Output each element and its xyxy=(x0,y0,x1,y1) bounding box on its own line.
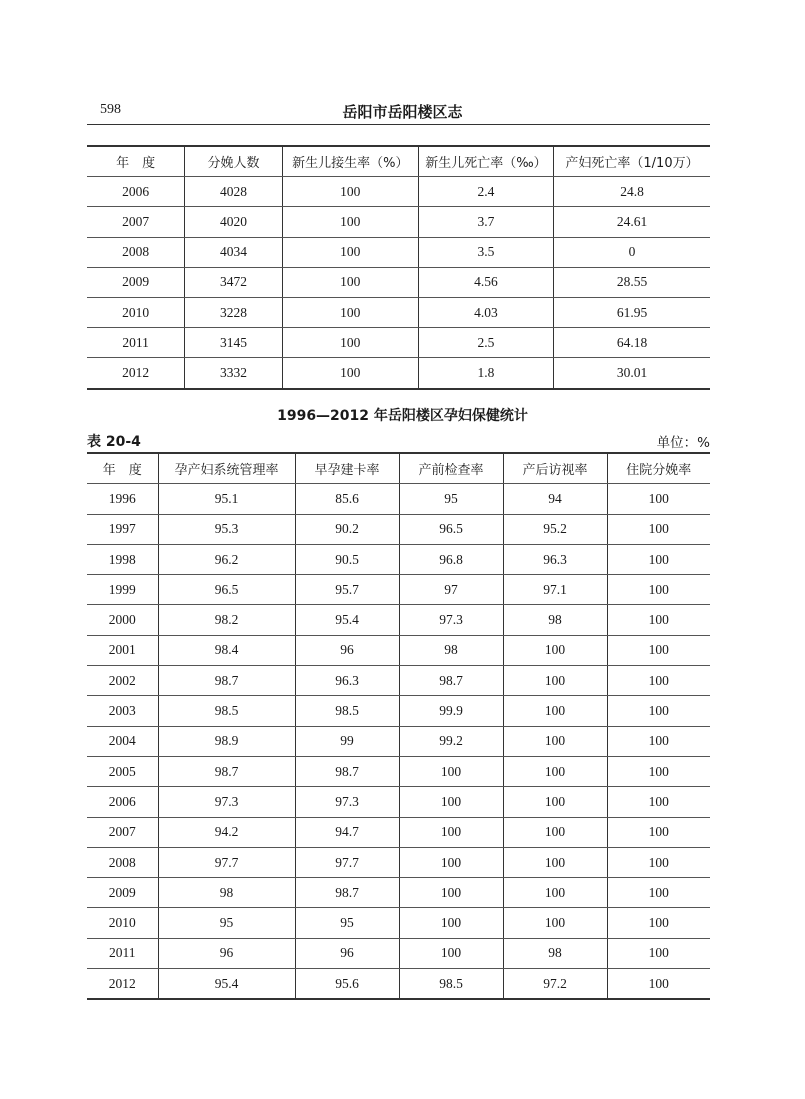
value-cell: 94 xyxy=(503,484,607,514)
year-cell: 2010 xyxy=(87,908,158,938)
value-cell: 28.55 xyxy=(554,267,711,297)
value-cell: 4.03 xyxy=(418,297,553,327)
year-cell: 1997 xyxy=(87,514,158,544)
table-number: 表 20-4 xyxy=(87,434,141,450)
value-cell: 90.5 xyxy=(295,544,399,574)
value-cell: 64.18 xyxy=(554,328,711,358)
year-cell: 2006 xyxy=(87,177,185,207)
value-cell: 98.7 xyxy=(399,666,503,696)
value-cell: 100 xyxy=(503,847,607,877)
year-cell: 2008 xyxy=(87,237,185,267)
value-cell: 100 xyxy=(607,908,710,938)
value-cell: 96.5 xyxy=(399,514,503,544)
table-row xyxy=(87,908,710,938)
value-cell: 100 xyxy=(607,666,710,696)
value-cell: 100 xyxy=(282,328,418,358)
value-cell: 95 xyxy=(295,908,399,938)
value-cell: 98.4 xyxy=(158,635,295,665)
value-cell: 98.7 xyxy=(158,756,295,786)
value-cell: 100 xyxy=(607,878,710,908)
value-cell: 100 xyxy=(282,207,418,237)
value-cell: 3145 xyxy=(185,328,282,358)
table-row xyxy=(87,484,710,514)
year-cell: 2000 xyxy=(87,605,158,635)
value-cell: 2.5 xyxy=(418,328,553,358)
table-row xyxy=(87,514,710,544)
value-cell: 97.2 xyxy=(503,969,607,1000)
page-number: 598 xyxy=(100,102,121,117)
column-header: 产后访视率 xyxy=(503,453,607,484)
table-row xyxy=(87,726,710,756)
value-cell: 100 xyxy=(607,847,710,877)
year-cell: 2008 xyxy=(87,847,158,877)
value-cell: 100 xyxy=(399,817,503,847)
value-cell: 95.4 xyxy=(158,969,295,1000)
value-cell: 96.3 xyxy=(295,666,399,696)
column-header: 新生儿接生率（%） xyxy=(282,146,418,177)
value-cell: 3.7 xyxy=(418,207,553,237)
year-cell: 2006 xyxy=(87,787,158,817)
value-cell: 100 xyxy=(607,756,710,786)
column-header: 分娩人数 xyxy=(185,146,282,177)
value-cell: 100 xyxy=(607,605,710,635)
value-cell: 99 xyxy=(295,726,399,756)
value-cell: 98 xyxy=(503,605,607,635)
table-row xyxy=(87,328,710,358)
value-cell: 90.2 xyxy=(295,514,399,544)
column-header: 年 度 xyxy=(87,453,158,484)
year-cell: 1996 xyxy=(87,484,158,514)
value-cell: 95.2 xyxy=(503,514,607,544)
year-cell: 1998 xyxy=(87,544,158,574)
column-header: 新生儿死亡率（‰） xyxy=(418,146,553,177)
value-cell: 1.8 xyxy=(418,358,553,389)
year-cell: 2002 xyxy=(87,666,158,696)
value-cell: 100 xyxy=(607,817,710,847)
value-cell: 96.8 xyxy=(399,544,503,574)
value-cell: 95.3 xyxy=(158,514,295,544)
value-cell: 100 xyxy=(607,635,710,665)
value-cell: 96.5 xyxy=(158,575,295,605)
year-cell: 2001 xyxy=(87,635,158,665)
year-cell: 2011 xyxy=(87,938,158,968)
running-title: 岳阳市岳阳楼区志 xyxy=(342,103,463,121)
value-cell: 96 xyxy=(295,938,399,968)
value-cell: 94.2 xyxy=(158,817,295,847)
table-row xyxy=(87,207,710,237)
table-row xyxy=(87,938,710,968)
value-cell: 24.8 xyxy=(554,177,711,207)
table-header-row xyxy=(87,453,710,484)
year-cell: 2009 xyxy=(87,267,185,297)
column-header: 年 度 xyxy=(87,146,185,177)
value-cell: 100 xyxy=(282,297,418,327)
year-cell: 2012 xyxy=(87,358,185,389)
value-cell: 97.3 xyxy=(399,605,503,635)
table-row xyxy=(87,605,710,635)
table-header-row xyxy=(87,146,710,177)
value-cell: 100 xyxy=(399,847,503,877)
value-cell: 100 xyxy=(503,908,607,938)
maternal-health-table xyxy=(87,452,710,1000)
table-row xyxy=(87,544,710,574)
value-cell: 100 xyxy=(503,817,607,847)
value-cell: 100 xyxy=(607,514,710,544)
year-cell: 2012 xyxy=(87,969,158,1000)
value-cell: 97 xyxy=(399,575,503,605)
value-cell: 98 xyxy=(503,938,607,968)
value-cell: 97.7 xyxy=(295,847,399,877)
delivery-statistics-table xyxy=(87,145,710,390)
value-cell: 100 xyxy=(399,787,503,817)
value-cell: 95.1 xyxy=(158,484,295,514)
value-cell: 100 xyxy=(282,267,418,297)
table-row xyxy=(87,787,710,817)
value-cell: 95.4 xyxy=(295,605,399,635)
value-cell: 98.5 xyxy=(295,696,399,726)
value-cell: 100 xyxy=(399,878,503,908)
value-cell: 4034 xyxy=(185,237,282,267)
column-header: 早孕建卡率 xyxy=(295,453,399,484)
value-cell: 100 xyxy=(503,787,607,817)
value-cell: 4028 xyxy=(185,177,282,207)
value-cell: 97.7 xyxy=(158,847,295,877)
value-cell: 100 xyxy=(607,787,710,817)
table-row xyxy=(87,756,710,786)
value-cell: 100 xyxy=(282,177,418,207)
value-cell: 100 xyxy=(503,696,607,726)
value-cell: 100 xyxy=(607,726,710,756)
value-cell: 100 xyxy=(607,544,710,574)
value-cell: 96.2 xyxy=(158,544,295,574)
value-cell: 98.2 xyxy=(158,605,295,635)
value-cell: 100 xyxy=(399,938,503,968)
table-row xyxy=(87,969,710,1000)
value-cell: 3472 xyxy=(185,267,282,297)
value-cell: 100 xyxy=(607,969,710,1000)
value-cell: 100 xyxy=(607,938,710,968)
year-cell: 2011 xyxy=(87,328,185,358)
value-cell: 94.7 xyxy=(295,817,399,847)
table-row xyxy=(87,847,710,877)
value-cell: 0 xyxy=(554,237,711,267)
value-cell: 98.7 xyxy=(295,756,399,786)
year-cell: 1999 xyxy=(87,575,158,605)
table-row xyxy=(87,358,710,389)
value-cell: 100 xyxy=(282,237,418,267)
value-cell: 100 xyxy=(399,908,503,938)
value-cell: 4020 xyxy=(185,207,282,237)
table-title: 1996—2012 年岳阳楼区孕妇保健统计 xyxy=(277,408,528,424)
value-cell: 99.9 xyxy=(399,696,503,726)
value-cell: 95 xyxy=(158,908,295,938)
value-cell: 4.56 xyxy=(418,267,553,297)
year-cell: 2007 xyxy=(87,817,158,847)
value-cell: 100 xyxy=(282,358,418,389)
value-cell: 100 xyxy=(607,484,710,514)
value-cell: 85.6 xyxy=(295,484,399,514)
table-row xyxy=(87,297,710,327)
value-cell: 98.7 xyxy=(295,878,399,908)
year-cell: 2005 xyxy=(87,756,158,786)
table-row xyxy=(87,575,710,605)
value-cell: 30.01 xyxy=(554,358,711,389)
year-cell: 2004 xyxy=(87,726,158,756)
column-header: 孕产妇系统管理率 xyxy=(158,453,295,484)
value-cell: 95.6 xyxy=(295,969,399,1000)
value-cell: 96.3 xyxy=(503,544,607,574)
value-cell: 98.5 xyxy=(158,696,295,726)
column-header: 产妇死亡率（1/10万） xyxy=(554,146,711,177)
value-cell: 96 xyxy=(295,635,399,665)
table-row xyxy=(87,635,710,665)
value-cell: 100 xyxy=(399,756,503,786)
value-cell: 100 xyxy=(607,575,710,605)
table-row xyxy=(87,696,710,726)
year-cell: 2010 xyxy=(87,297,185,327)
table-row xyxy=(87,237,710,267)
header-rule xyxy=(87,124,710,125)
value-cell: 3.5 xyxy=(418,237,553,267)
value-cell: 100 xyxy=(607,696,710,726)
value-cell: 97.1 xyxy=(503,575,607,605)
value-cell: 98 xyxy=(399,635,503,665)
value-cell: 95 xyxy=(399,484,503,514)
table-row xyxy=(87,267,710,297)
value-cell: 95.7 xyxy=(295,575,399,605)
value-cell: 100 xyxy=(503,756,607,786)
year-cell: 2009 xyxy=(87,878,158,908)
table-row xyxy=(87,817,710,847)
year-cell: 2007 xyxy=(87,207,185,237)
table-row xyxy=(87,177,710,207)
value-cell: 98.9 xyxy=(158,726,295,756)
table-row xyxy=(87,878,710,908)
value-cell: 98 xyxy=(158,878,295,908)
value-cell: 61.95 xyxy=(554,297,711,327)
value-cell: 98.7 xyxy=(158,666,295,696)
value-cell: 100 xyxy=(503,635,607,665)
value-cell: 97.3 xyxy=(158,787,295,817)
table-unit: 单位：% xyxy=(656,435,710,451)
value-cell: 2.4 xyxy=(418,177,553,207)
year-cell: 2003 xyxy=(87,696,158,726)
value-cell: 97.3 xyxy=(295,787,399,817)
value-cell: 99.2 xyxy=(399,726,503,756)
value-cell: 3228 xyxy=(185,297,282,327)
value-cell: 100 xyxy=(503,666,607,696)
value-cell: 96 xyxy=(158,938,295,968)
column-header: 住院分娩率 xyxy=(607,453,710,484)
value-cell: 100 xyxy=(503,878,607,908)
value-cell: 3332 xyxy=(185,358,282,389)
table-row xyxy=(87,666,710,696)
value-cell: 100 xyxy=(503,726,607,756)
value-cell: 24.61 xyxy=(554,207,711,237)
column-header: 产前检查率 xyxy=(399,453,503,484)
value-cell: 98.5 xyxy=(399,969,503,1000)
